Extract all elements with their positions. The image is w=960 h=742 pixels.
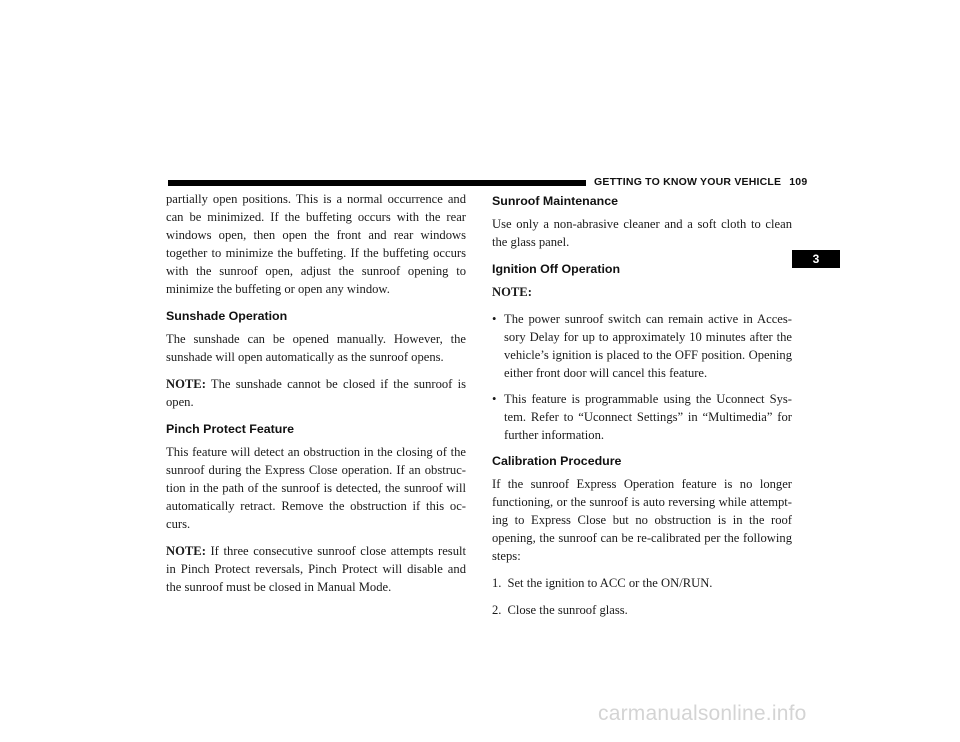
list-item [492, 574, 792, 592]
list-item [492, 310, 792, 382]
step-number: 2. [492, 603, 502, 617]
left-column [166, 190, 466, 605]
note-label: NOTE: [492, 285, 532, 299]
sunshade-heading: Sunshade Operation [166, 309, 288, 323]
step-number: 1. [492, 576, 502, 590]
pinch-protect-note [166, 542, 466, 596]
bullet-icon: • [492, 392, 497, 406]
intro-paragraph: partially open positions. This is a normal occurrence and can be minimized. If the buffeting occurs with the rear windows open, then open the front and rear windows together to minimize the buffeting. If the buffeting occurs with the sunroof open, adjust the sunroof opening to minimize the buffeting or open any window. [166, 192, 466, 296]
calibration-paragraph: If the sunroof Express Operation feature is no longer functioning, or the sunroof is auto reversing while attempt-ing to Express Close but no obstruction is in the roof opening, the sunroof can be re-calibrated per the following steps: [492, 477, 792, 563]
step-text: Close the sunroof glass. [507, 603, 628, 617]
bullet-text: The power sunroof switch can remain active in Acces-sory Delay for up to approximately 10 minutes after the vehicle’s ignition is placed to the OFF position. Opening either front door will cancel this feature. [504, 312, 792, 380]
section-title: GETTING TO KNOW YOUR VEHICLE [594, 176, 782, 188]
ignition-off-heading: Ignition Off Operation [492, 262, 621, 276]
maintenance-heading: Sunroof Maintenance [492, 194, 618, 208]
pinch-protect-heading: Pinch Protect Feature [166, 422, 295, 436]
note-text: The sunshade cannot be closed if the sunroof is open. [166, 377, 466, 409]
page-number: 109 [789, 176, 808, 188]
header-rule [168, 180, 586, 186]
pinch-protect-paragraph: This feature will detect an obstruction in the closing of the sunroof during the Express Close operation. If an obstruc-tion in the path of the sunroof is detected, the sunroof will automatically retract. Remove the obstruction if this oc-curs. [166, 445, 466, 531]
bullet-text: This feature is programmable using the Uconnect Sys-tem. Refer to “Uconnect Settings” in “Multimedia” for further information. [504, 392, 792, 442]
ignition-note [492, 283, 792, 301]
sunshade-paragraph: The sunshade can be opened manually. However, the sunshade will open automatically as the sunroof opens. [166, 332, 466, 364]
calibration-steps [492, 574, 792, 619]
list-item [492, 601, 792, 619]
watermark-logo: carmanualsonline.info [598, 702, 807, 725]
chapter-tab: 3 [792, 250, 840, 268]
note-label: NOTE: [166, 544, 206, 558]
bullet-icon: • [492, 312, 497, 326]
calibration-heading: Calibration Procedure [492, 454, 622, 468]
note-text: If three consecutive sunroof close attempts result in Pinch Protect reversals, Pinch Protect will disable and the sunroof must be closed in Manual Mode. [166, 544, 466, 594]
list-item [492, 390, 792, 444]
step-text: Set the ignition to ACC or the ON/RUN. [507, 576, 713, 590]
sunshade-note [166, 375, 466, 411]
ignition-bullet-list [492, 310, 792, 444]
maintenance-paragraph: Use only a non-abrasive cleaner and a soft cloth to clean the glass panel. [492, 217, 792, 249]
note-label: NOTE: [166, 377, 206, 391]
running-header [594, 174, 808, 190]
right-column [492, 190, 792, 628]
